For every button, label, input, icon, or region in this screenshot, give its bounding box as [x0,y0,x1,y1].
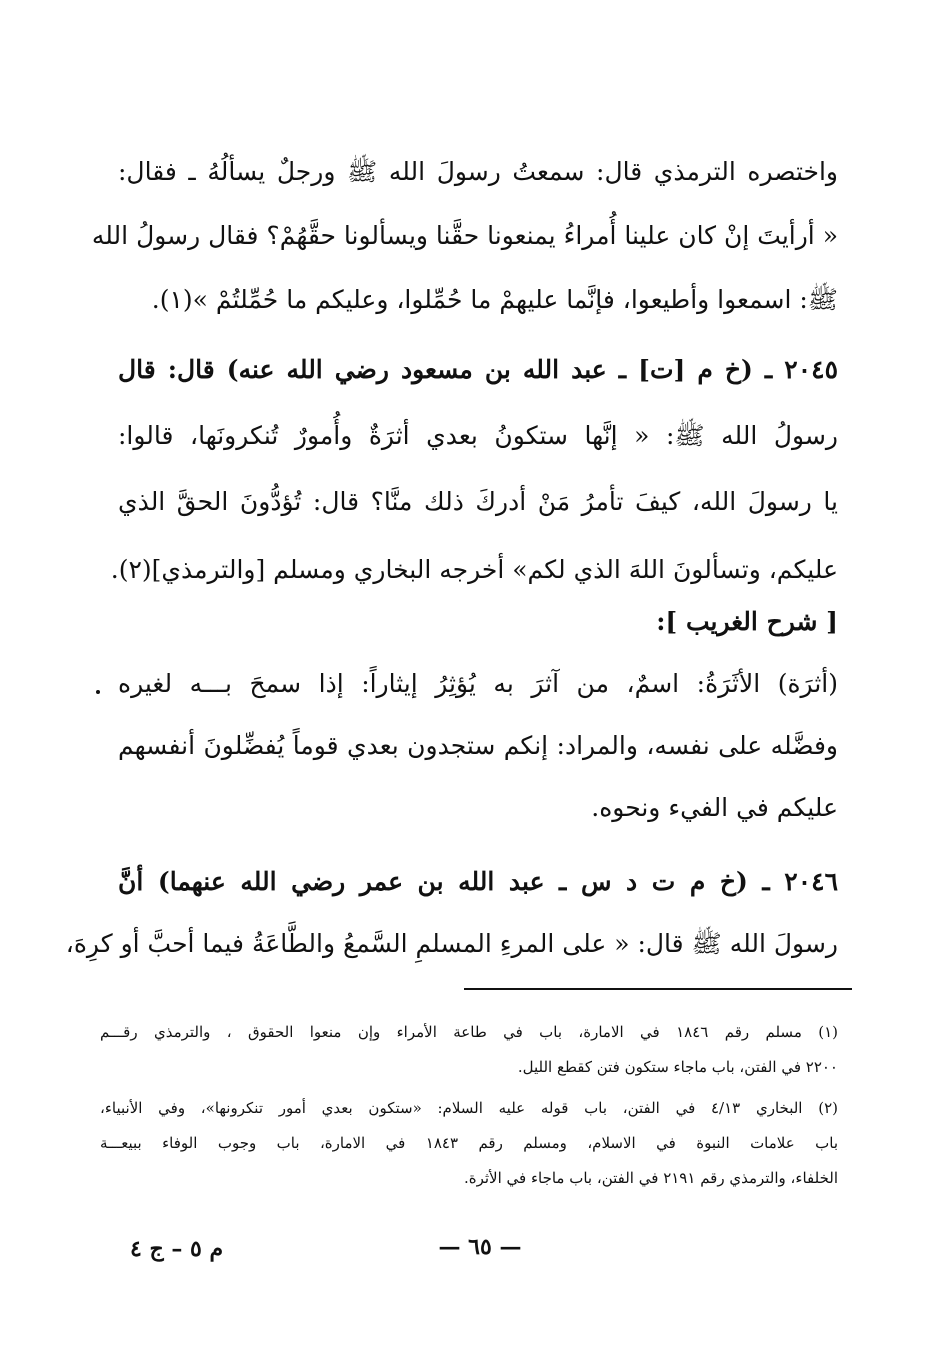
text-line: عليكم، وتسألونَ اللهَ الذي لكم» أخرجه البخاري ومسلم [والترمذي](٢). [110,555,838,584]
text-line: عليكم في الفيء ونحوه. [591,793,838,822]
section-heading-gharib: [ شرح الغريب ]: [656,607,838,636]
text-line: واختصره الترمذي قال: سمعتُ رسولَ الله ﷺ ورجلٌ يسألُهُ ـ فقال: [118,157,838,186]
printer-signature: م ٥ – ج ٤ [130,1236,224,1262]
text-line: يا رسولَ الله، كيفَ تأمرُ مَنْ أدركَ ذلك منَّا؟ قال: تُؤدُّونَ الحقَّ الذي [118,487,838,516]
hadith-heading-2045: ٢٠٤٥ ـ (خ م [ت] ـ عبد الله بن مسعود رضي الله عنه) قال: قال [118,355,838,384]
footnote-line: الخلفاء، والترمذي رقم ٢١٩١ في الفتن، باب ماجاء في الأثرة. [463,1169,838,1187]
margin-dot [96,690,100,694]
page-number: — ٦٥ — [438,1234,522,1260]
text-line: (أثرَة) الأثَرَةُ: اسمٌ، من آثرَ به يُؤثِرُ إيثاراً: إذا سمحَ بـــه لغيره [118,669,838,698]
hadith-heading-2046: ٢٠٤٦ ـ (خ م ت د س ـ عبد الله بن عمر رضي الله عنهما) أنَّ [118,867,838,896]
footnote-separator [464,988,852,990]
text-line: رسولَ الله ﷺ قال: « على المرءِ المسلمِ السَّمعُ والطَّاعَةُ فيما أحبَّ أو كرِهَ، [65,929,838,958]
text-line: ﷺ: اسمعوا وأطيعوا، فإنَّما عليهمْ ما حُمِّلوا، وعليكم ما حُمِّلتُمْ »(١). [151,285,838,314]
text-line: « أرأيتَ إنْ كان علينا أُمراءُ يمنعونا حقَّنا ويسألونا حقَّهُمْ؟ فقال رسولُ الله [91,221,838,250]
text-line: رسولُ الله ﷺ: « إنَّها ستكونُ بعدي أثرَةٌ وأُمورٌ تُنكرونَها، قالوا: [118,421,838,450]
footnote-line: (٢) البخاري ٤/١٣ في الفتن، باب قوله عليه السلام: «ستكون بعدي أمور تنكرونها»، وفي الأنبياء، [100,1099,838,1117]
footnote-line: ٢٢٠٠ في الفتن، باب ماجاء ستكون فتن كقطع الليل. [517,1058,838,1076]
footnote-line: باب علامات النبوة في الاسلام، ومسلم رقم ١٨٤٣ في الامارة، باب وجوب الوفاء ببيعـــة [100,1134,838,1152]
text-line: وفضَّله على نفسه، والمراد: إنكم ستجدون بعدي قوماً يُفضِّلونَ أنفسهم [118,731,838,760]
footnote-line: (١) مسلم رقم ١٨٤٦ في الامارة، باب في طاعة الأمراء وإن منعوا الحقوق ، والترمذي رقـــم [100,1023,838,1041]
